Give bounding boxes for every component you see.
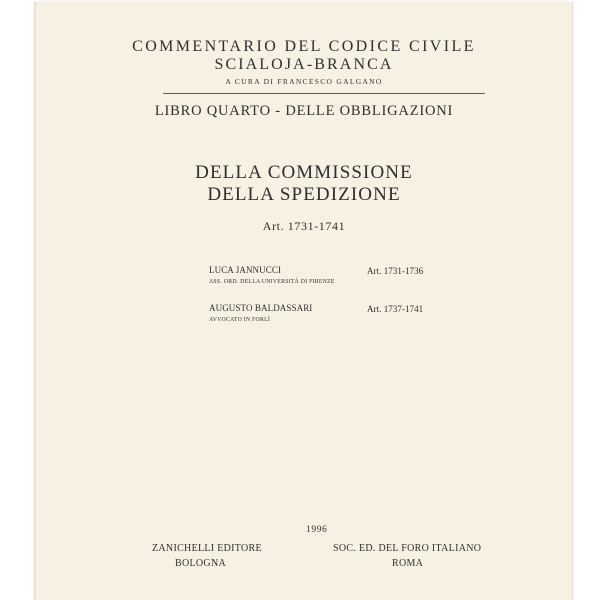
author-role: ASS. ORD. DELLA UNIVERSITÀ DI FIRENZE: [209, 279, 335, 285]
author-name: AUGUSTO BALDASSARI: [209, 303, 313, 313]
editor-credit: A CURA DI FRANCESCO GALGANO: [225, 77, 383, 86]
author-article-range: Art. 1737-1741: [367, 304, 424, 314]
title-page-paper: [34, 2, 573, 600]
article-range: Art. 1731-1741: [262, 219, 346, 233]
volume-title-line-1: DELLA COMMISSIONE: [195, 162, 413, 183]
author-name: LUCA JANNUCCI: [209, 265, 282, 275]
author-article-range: Art. 1731-1736: [367, 266, 424, 276]
publisher-right-name: SOC. ED. DEL FORO ITALIANO: [333, 543, 482, 554]
book-title: LIBRO QUARTO - DELLE OBBLIGAZIONI: [154, 103, 454, 119]
volume-title-line-2: DELLA SPEDIZIONE: [207, 184, 401, 205]
series-subtitle: SCIALOJA-BRANCA: [214, 56, 394, 73]
series-title: COMMENTARIO DEL CODICE CIVILE: [132, 38, 476, 55]
header-rule: [163, 93, 485, 94]
publisher-left-city: BOLOGNA: [175, 558, 226, 569]
author-role: AVVOCATO IN FORLÌ: [209, 317, 271, 323]
publication-year: 1996: [306, 525, 328, 535]
publisher-right-city: ROMA: [392, 558, 424, 569]
publisher-left-name: ZANICHELLI EDITORE: [152, 543, 262, 554]
